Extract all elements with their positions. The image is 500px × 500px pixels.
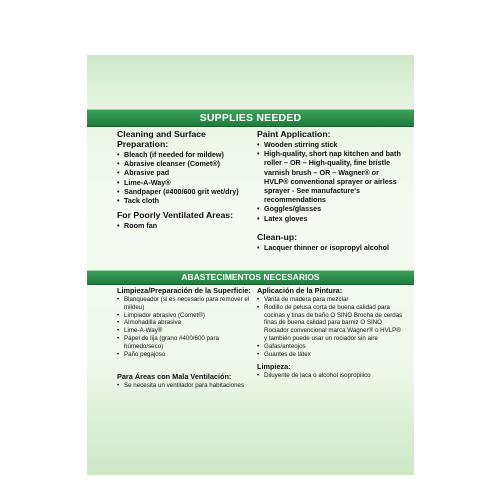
list-item: • Room fan <box>117 221 257 230</box>
list-item: • Sandpaper (#400/600 grit wet/dry) <box>117 187 257 196</box>
aplicacion-list <box>257 296 405 358</box>
english-right-column <box>257 129 405 252</box>
list-item: • Tack cloth <box>117 196 257 205</box>
section-heading: Limpieza/Preparación de la Superficie: <box>117 286 251 295</box>
list-item: • Latex gloves <box>257 214 405 223</box>
list-item: • Lacquer thinner or isopropyl alcohol <box>257 243 405 252</box>
list-item: • Paño pegajoso <box>117 351 257 359</box>
clean-up-list <box>257 243 405 252</box>
list-item: • High-quality, short nap kitchen and bath roller – OR – High-quality, fine bristle varnish brush – OR – Wagner® or HVLP® conventional sprayer or airless sprayer - See manufacture's recommendations <box>257 149 405 204</box>
english-left-column <box>117 129 257 230</box>
list-item: • Guantes de látex <box>257 351 405 359</box>
limpieza-cleanup-list <box>257 372 405 380</box>
list-item: • Lime-A-Way® <box>117 327 257 335</box>
spanish-right-column <box>257 286 405 380</box>
supplies-needed-header: SUPPLIES NEEDED <box>87 109 414 127</box>
section-heading: Cleaning and Surface Preparation: <box>117 129 206 149</box>
list-item: • Wooden stirring stick <box>257 140 405 149</box>
list-item: • Blanqueador (si es necesario para remover el mildeu) <box>117 296 257 312</box>
list-item: • Goggles/glasses <box>257 204 405 213</box>
list-item: • Rodillo de pelusa corta de buena calidad para cocinas y tinas de baño O SINO Brocha de cerdas finas de buena calidad para barniz O SINO Rociador convencional marca Wagner® o HVLP® y también puede usar un rociador sin aire <box>257 304 405 343</box>
list-item: • Abrasive pad <box>117 168 257 177</box>
paint-application-list <box>257 140 405 223</box>
abastecimentos-header: ABASTECIMENTOS NECESARIOS <box>87 270 414 285</box>
list-item: • Papel de lija (grano #400/600 para húmedo/seco) <box>117 335 257 351</box>
list-item: • Abrasive cleanser (Comet®) <box>117 159 257 168</box>
list-item: • Bleach (if needed for mildew) <box>117 150 257 159</box>
list-item: • Diluyente de laca o alcohol isopropilico <box>257 372 405 380</box>
spanish-left-column <box>117 286 257 390</box>
list-item: • Limpiador abrasivo (Comet®) <box>117 312 257 320</box>
section-heading: Paint Application: <box>257 129 331 139</box>
list-item: • Varita de madera para mezclar <box>257 296 405 304</box>
cleaning-list <box>117 150 257 205</box>
section-heading: Para Áreas con Mala Ventilación: <box>117 372 232 382</box>
section-heading: Limpieza: <box>257 362 291 372</box>
section-heading: For Poorly Ventilated Areas: <box>117 210 234 221</box>
list-item: • Lime-A-Way® <box>117 178 257 187</box>
section-heading: Clean-up: <box>257 231 298 242</box>
list-item: • Se necesita un ventilador para habitaciones <box>117 382 257 390</box>
ventilacion-list <box>117 382 257 390</box>
list-item: • Gafas/anteojos <box>257 343 405 351</box>
supplies-panel <box>87 55 414 475</box>
ventilation-list <box>117 221 257 230</box>
section-heading: Aplicación de la Pintura: <box>257 286 343 295</box>
list-item: • Almohadilla abrasiva <box>117 319 257 327</box>
limpieza-list <box>117 296 257 358</box>
